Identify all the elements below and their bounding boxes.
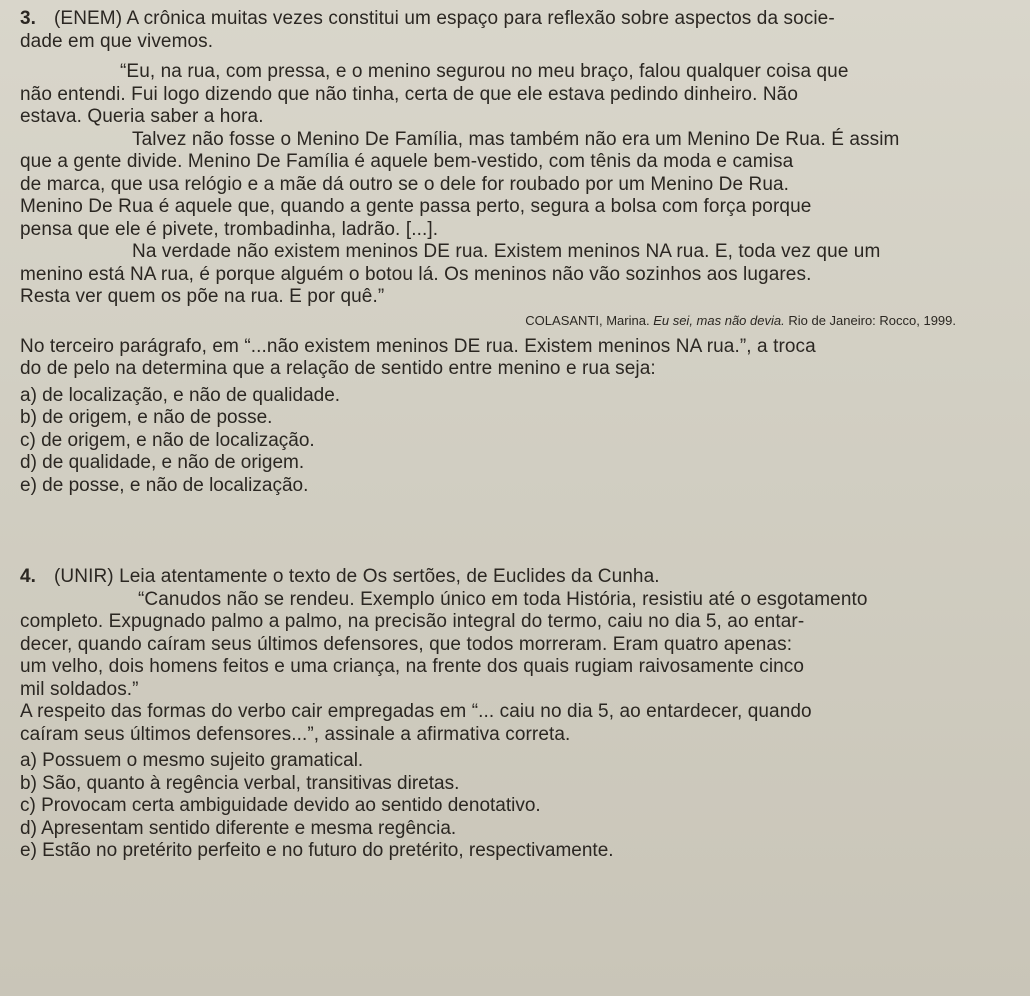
chronicle-line: estava. Queria saber a hora. (20, 106, 264, 127)
question-4 (8, 566, 1016, 863)
chronicle-line: Na verdade não existem meninos DE rua. Existem meninos NA rua. E, toda vez que um (132, 241, 881, 262)
quote-line: “Canudos não se rendeu. Exemplo único em toda História, resistiu até o esgotamento (138, 588, 868, 610)
question-4-header (8, 566, 1016, 589)
question-4-stem: caíram seus últimos defensores...”, assinale a afirmativa correta. (20, 723, 571, 745)
question-4-number: 4. (20, 566, 37, 587)
chronicle-line: Resta ver quem os põe na rua. E por quê.” (20, 286, 385, 307)
chronicle-line: que a gente divide. Menino De Família é aquele bem-vestido, com tênis da moda e camisa (20, 151, 794, 172)
quote-line: um velho, dois homens feitos e uma criança, na frente dos quais rugiam raivosamente cinco (20, 656, 805, 677)
chronicle-line: de marca, que usa relógio e a mãe dá outro se o dele for roubado por um Menino De Rua. (20, 173, 790, 195)
option-c[interactable]: c) Provocam certa ambiguidade devido ao sentido denotativo. (20, 795, 541, 816)
question-3-header-cont: dade em que vivemos. (20, 30, 214, 52)
sertoes-quote (8, 589, 1016, 702)
source-citation (8, 313, 1016, 328)
question-3-header-line: (ENEM) A crônica muitas vezes constitui um espaço para reflexão sobre aspectos da socie- (54, 8, 835, 29)
source-title: Eu sei, mas não devia. (653, 312, 785, 328)
option-c[interactable]: c) de origem, e não de localização. (20, 429, 315, 451)
question-3-stem: do de pelo na determina que a relação de sentido entre menino e rua seja: (20, 358, 656, 379)
option-d[interactable]: d) de qualidade, e não de origem. (20, 452, 305, 473)
question-3-stem: No terceiro parágrafo, em “...não existem meninos DE rua. Existem meninos NA rua.”, a troca (20, 335, 816, 357)
quote-line: completo. Expugnado palmo a palmo, na precisão integral do termo, caiu no dia 5, ao entar- (20, 611, 805, 632)
option-a[interactable]: a) de localização, e não de qualidade. (20, 384, 341, 406)
option-a[interactable]: a) Possuem o mesmo sujeito gramatical. (20, 750, 364, 771)
chronicle-line: pensa que ele é pivete, trombadinha, ladrão. [...]. (20, 218, 439, 240)
question-4-stem: A respeito das formas do verbo cair empregadas em “... caiu no dia 5, ao entardecer, quando (20, 701, 812, 722)
question-3-header (8, 8, 1016, 31)
question-3-number: 3. (20, 8, 37, 29)
question-3-options (8, 385, 1016, 498)
option-e[interactable]: e) Estão no pretérito perfeito e no futuro do pretérito, respectivamente. (20, 840, 614, 861)
option-b[interactable]: b) São, quanto à regência verbal, transitivas diretas. (20, 772, 460, 794)
chronicle-line: “Eu, na rua, com pressa, e o menino segurou no meu braço, falou qualquer coisa que (120, 61, 849, 82)
chronicle-line: Menino De Rua é aquele que, quando a gente passa perto, segura a bolsa com força porque (20, 196, 812, 217)
chronicle-text (8, 61, 1016, 309)
source-publisher: Rio de Janeiro: Rocco, 1999. (788, 312, 956, 328)
chronicle-line: Talvez não fosse o Menino De Família, mas também não era um Menino De Rua. É assim (132, 128, 900, 150)
quote-line: mil soldados.” (20, 678, 139, 700)
option-d[interactable]: d) Apresentam sentido diferente e mesma regência. (20, 817, 457, 839)
option-b[interactable]: b) de origem, e não de posse. (20, 407, 273, 428)
quote-line: decer, quando caíram seus últimos defensores, que todos morreram. Eram quatro apenas: (20, 633, 793, 655)
question-4-header-line: (UNIR) Leia atentamente o texto de Os sertões, de Euclides da Cunha. (54, 566, 660, 587)
question-4-options (8, 750, 1016, 863)
question-3 (8, 8, 1016, 497)
chronicle-line: menino está NA rua, é porque alguém o botou lá. Os meninos não vão sozinhos aos lugares. (20, 263, 812, 285)
source-author: COLASANTI, Marina. (525, 312, 650, 328)
chronicle-line: não entendi. Fui logo dizendo que não tinha, certa de que ele estava pedindo dinheiro. Não (20, 83, 799, 105)
option-e[interactable]: e) de posse, e não de localização. (20, 474, 309, 496)
